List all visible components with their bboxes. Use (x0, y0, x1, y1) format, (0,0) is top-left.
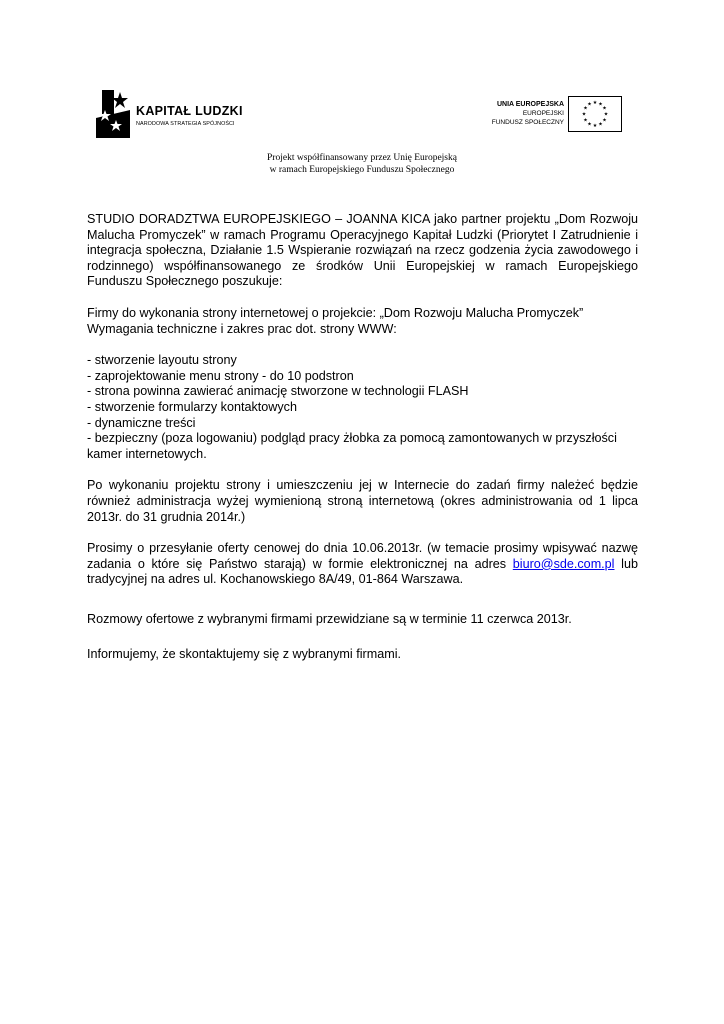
svg-text:★: ★ (583, 105, 588, 112)
requirements-list (87, 353, 638, 462)
cofunding-line1: Projekt współfinansowany przez Unię Europejską (267, 153, 457, 163)
offer-text-after: lub tradycyjnej na adres ul. Kochanowskiego 8A/49, 01-864 Warszawa. (87, 556, 638, 587)
talks-paragraph: Rozmowy ofertowe z wybranymi firmami przewidziane są w terminie 11 czerwca 2013r. (87, 611, 572, 626)
offer-paragraph (87, 541, 638, 588)
eu-logo-line3: FUNDUSZ SPOŁECZNY (491, 119, 564, 126)
svg-text:★: ★ (602, 105, 607, 112)
svg-text:★: ★ (587, 121, 592, 128)
kapital-ludzki-title: KAPITAŁ LUDZKI (136, 104, 243, 118)
inform-paragraph: Informujemy, że skontaktujemy się z wybranymi firmami. (87, 647, 401, 662)
eu-logo-line2: EUROPEJSKI (522, 110, 564, 117)
svg-text:★: ★ (583, 117, 588, 124)
list-item: - zaprojektowanie menu strony - do 10 podstron (87, 368, 354, 383)
list-item: - stworzenie formularzy kontaktowych (87, 399, 297, 414)
svg-text:★: ★ (602, 117, 607, 124)
svg-text:★: ★ (587, 101, 592, 108)
svg-text:★: ★ (598, 121, 603, 128)
admin-paragraph: Po wykonaniu projektu strony i umieszczeniu jej w Internecie do zadań firmy należeć będzie również administracja wyżej wymienioną stroną internetową (okres administrowania od 1 lipca 2013r. do 31 grudnia 2014r.) (87, 478, 638, 524)
kapital-ludzki-logo (96, 88, 266, 140)
svg-text:★: ★ (592, 123, 598, 129)
document-body (87, 212, 638, 679)
list-item: - dynamiczne treści (87, 415, 196, 430)
eu-flag-icon (568, 96, 622, 132)
kapital-ludzki-subtitle: NARODOWA STRATEGIA SPÓJNOŚCI (136, 121, 235, 127)
list-item: - stworzenie layoutu strony (87, 353, 237, 368)
svg-text:★: ★ (598, 101, 603, 108)
offer-text-before: Prosimy o przesyłanie oferty cenowej do dnia 10.06.2013r. (w temacie prosimy wpisywać nazwę zadania o które się Państwo starają) w formie elektronicznej na adres (87, 541, 638, 571)
kapital-ludzki-emblem-icon (96, 88, 132, 140)
list-item: - bezpieczny (poza logowaniu) podgląd pracy żłobka za pomocą zamontowanych w przyszłości kamer internetowych. (87, 431, 617, 461)
svg-text:★: ★ (581, 111, 587, 118)
list-item: - strona powinna zawierać animację stworzone w technologii FLASH (87, 384, 469, 399)
email-link[interactable]: biuro@sde.com.pl (512, 556, 615, 571)
svg-text:★: ★ (603, 111, 609, 118)
cofunding-note (200, 152, 524, 176)
firms-paragraph: Firmy do wykonania strony internetowej o projekcie: „Dom Rozwoju Malucha Promyczek” Wymagania techniczne i zakres prac dot. strony WWW: (87, 305, 584, 336)
cofunding-line2: w ramach Europejskiego Funduszu Społecznego (269, 165, 455, 175)
eu-logo (484, 96, 624, 134)
svg-text:★: ★ (592, 100, 598, 106)
eu-logo-line1: UNIA EUROPEJSKA (496, 101, 564, 108)
intro-paragraph: STUDIO DORADZTWA EUROPEJSKIEGO – JOANNA KICA jako partner projektu „Dom Rozwoju Malucha Promyczek” w ramach Programu Operacyjnego Kapitał Ludzki (Priorytet I Zatrudnienie i integracja społeczna, Działanie 1.5 Wspieranie rozwiązań na rzecz godzenia życia zawodowego i rodzinnego) współfinansowanego ze środków Unii Europejskiej w ramach Europejskiego Funduszu Społecznego poszukuje: (87, 212, 638, 289)
eu-logo-text (492, 100, 564, 127)
